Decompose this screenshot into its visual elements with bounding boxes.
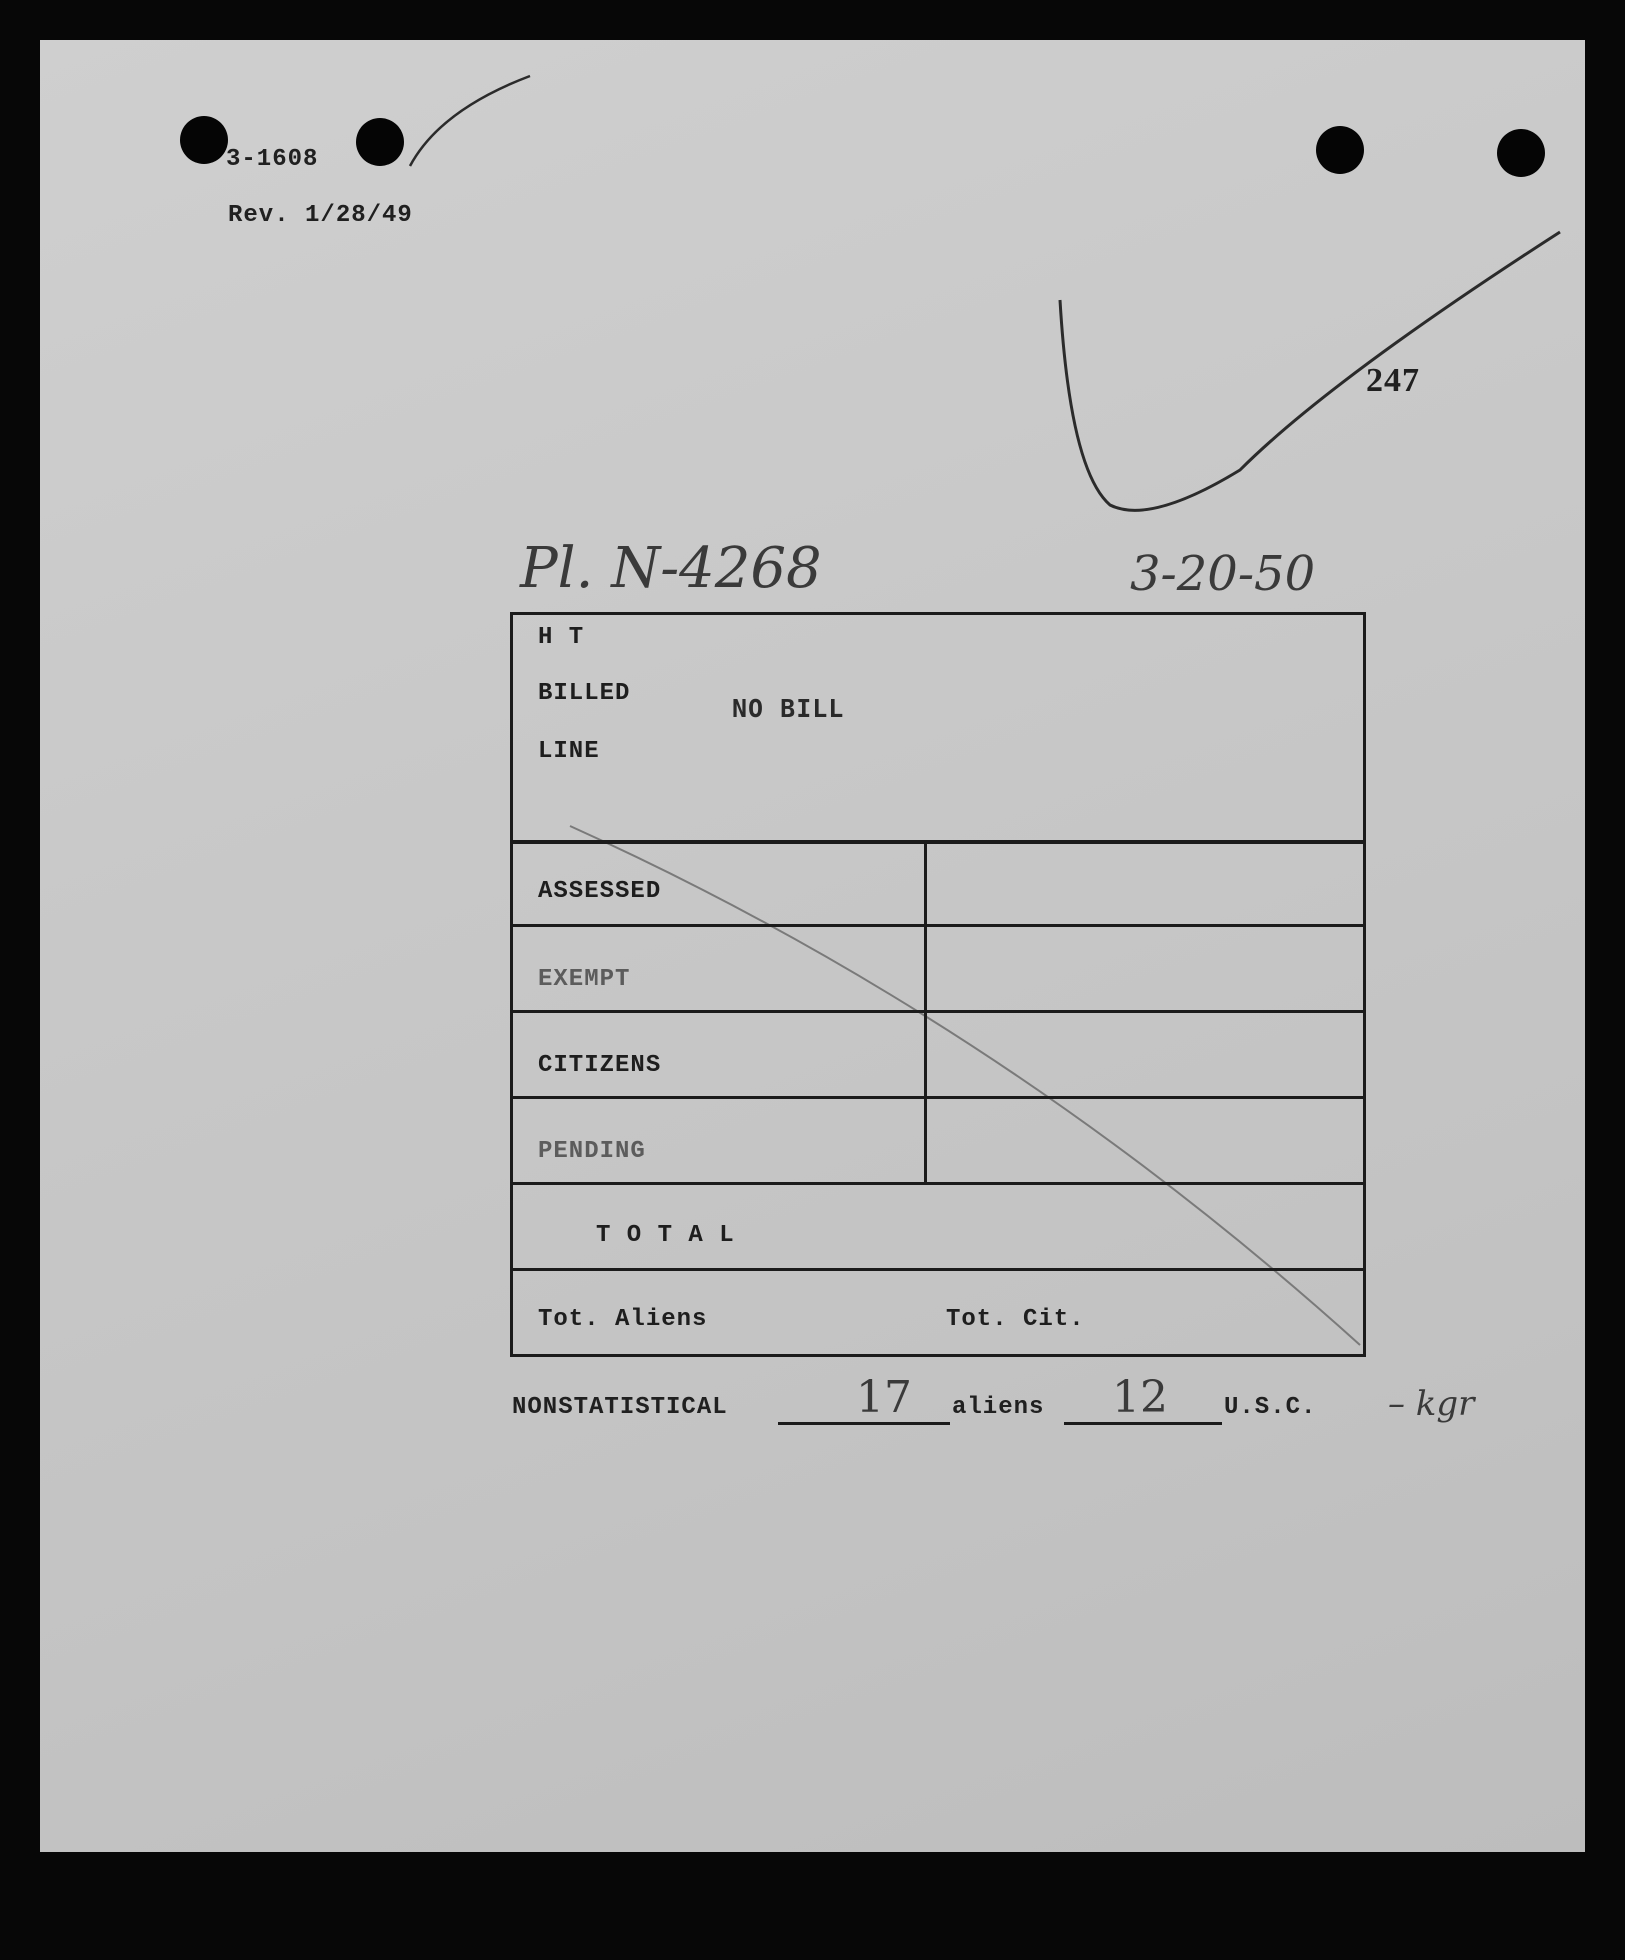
pen-stroke-top	[410, 76, 530, 166]
nonstatistical-label: NONSTATISTICAL	[512, 1394, 728, 1421]
billed-label: BILLED	[538, 680, 631, 707]
aliens-label: aliens	[952, 1394, 1045, 1421]
total-label: T O T A L	[596, 1222, 735, 1249]
ht-label: H T	[538, 624, 585, 651]
usc-count: 12	[1112, 1372, 1168, 1423]
form-revision: Rev. 1/28/49	[228, 202, 413, 229]
no-bill-stamp: NO BILL	[732, 694, 845, 723]
line-label: LINE	[538, 738, 600, 765]
row-label-assessed: ASSESSED	[538, 878, 662, 905]
row-label-exempt: EXEMPT	[538, 966, 631, 993]
pen-check-mark	[1060, 232, 1560, 510]
row-label-pending: PENDING	[538, 1138, 646, 1165]
statistics-form	[510, 612, 1366, 1357]
form-number: 3-1608	[226, 146, 319, 173]
handwritten-date: 3-20-50	[1130, 546, 1316, 602]
handwritten-initials: – kgr	[1388, 1384, 1475, 1424]
aliens-count: 17	[856, 1372, 912, 1423]
handwritten-reference: Pl. N-4268	[520, 536, 822, 601]
page-number: 247	[1366, 362, 1420, 399]
usc-label: U.S.C.	[1224, 1394, 1317, 1421]
tot-aliens-label: Tot. Aliens	[538, 1306, 708, 1333]
tot-cit-label: Tot. Cit.	[946, 1306, 1085, 1333]
row-label-citizens: CITIZENS	[538, 1052, 662, 1079]
